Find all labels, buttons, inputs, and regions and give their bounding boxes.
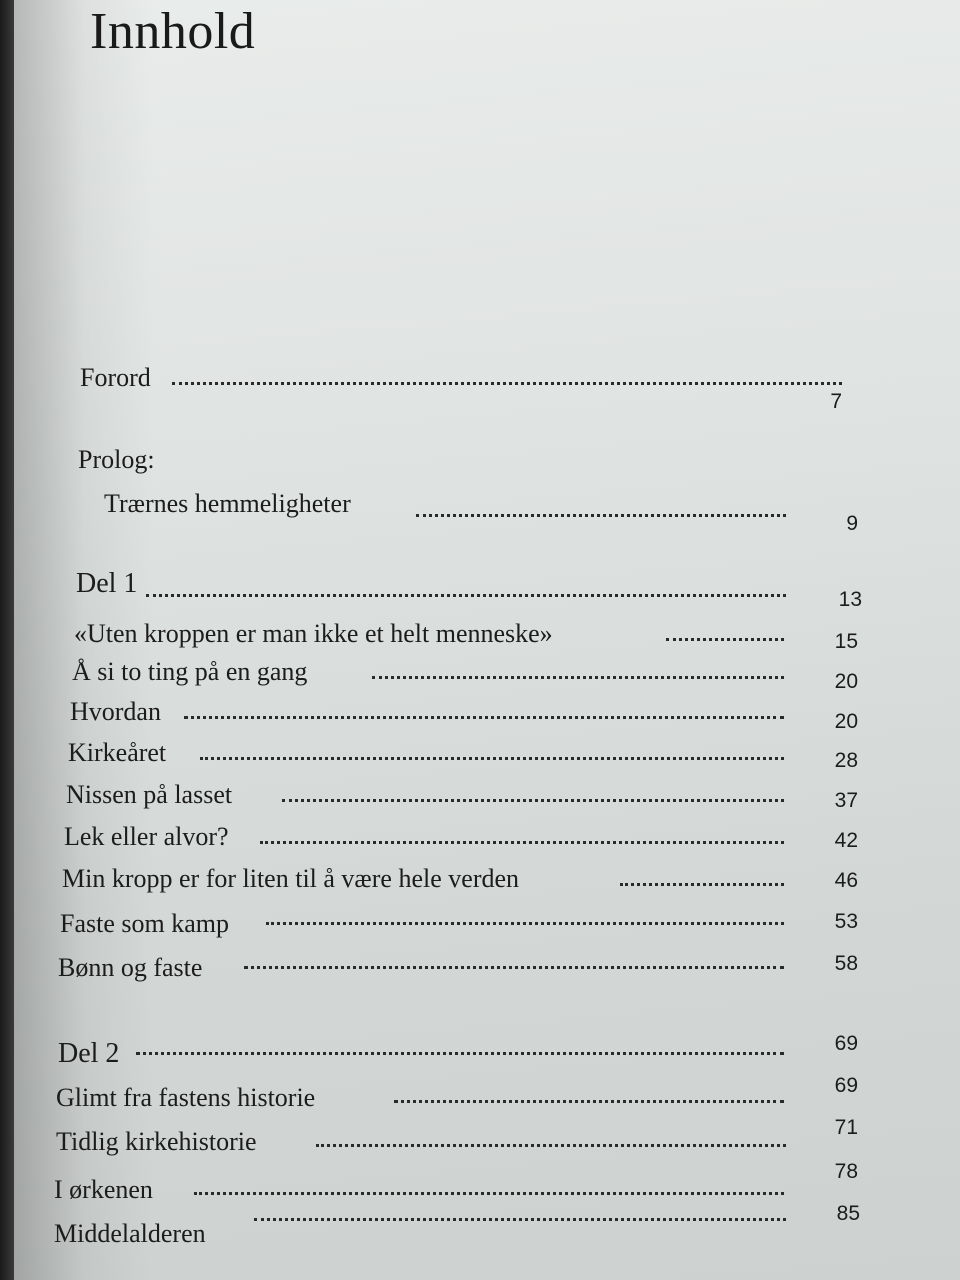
toc-entry-page: 28 xyxy=(834,749,858,772)
dot-leader xyxy=(260,837,784,844)
dot-leader xyxy=(184,712,784,719)
toc-entry-del2 xyxy=(58,1034,858,1074)
dot-leader xyxy=(394,1096,784,1103)
toc-entry-page: 20 xyxy=(834,670,858,693)
toc-entry-label: Min kropp er for liten til å være hele verden xyxy=(62,864,520,893)
toc-entry xyxy=(54,1202,860,1254)
dot-leader xyxy=(666,634,784,641)
toc-entry xyxy=(58,948,858,988)
toc-entry-page: 42 xyxy=(834,829,858,852)
toc-entry xyxy=(68,733,868,773)
toc-entry-page: 46 xyxy=(834,869,858,892)
toc-entry xyxy=(66,775,866,815)
toc-entry-prolog xyxy=(78,440,868,480)
dot-leader xyxy=(416,510,786,517)
toc-entry xyxy=(56,1116,858,1162)
toc-entry-label: Del 1 xyxy=(76,568,138,599)
toc-entry xyxy=(70,692,870,732)
toc-entry xyxy=(60,904,860,944)
toc-entry-label: Del 2 xyxy=(58,1038,120,1069)
toc-entry-page: 20 xyxy=(834,710,858,733)
toc-entry-page: 69 xyxy=(834,1032,858,1055)
toc-entry-label: Prolog: xyxy=(78,445,155,474)
dot-leader xyxy=(372,672,784,679)
toc-entry xyxy=(54,1160,858,1210)
dot-leader xyxy=(194,1188,784,1195)
toc-entry xyxy=(74,614,874,654)
toc-entry-label: Nissen på lasset xyxy=(66,780,233,809)
toc-entry xyxy=(56,1074,858,1118)
toc-entry-page: 13 xyxy=(838,588,862,611)
toc-entry-label: Glimt fra fastens historie xyxy=(56,1083,316,1112)
toc-entry-label: Lek eller alvor? xyxy=(64,822,229,851)
toc-entry-page: 9 xyxy=(846,512,858,535)
toc-entry-del1 xyxy=(76,564,876,611)
dot-leader xyxy=(200,753,784,760)
dot-leader xyxy=(266,918,784,925)
toc-entry-label: I ørkenen xyxy=(54,1175,153,1204)
toc-entry-label: Middelalderen xyxy=(54,1219,206,1248)
dot-leader xyxy=(146,590,786,597)
toc-entry-page: 69 xyxy=(834,1074,858,1097)
toc-entry-label: Å si to ting på en gang xyxy=(72,657,308,686)
dot-leader xyxy=(282,795,784,802)
book-page xyxy=(14,0,960,1280)
toc-entry-label: Bønn og faste xyxy=(58,953,203,982)
toc-entry-label: Trærnes hemmeligheter xyxy=(104,489,351,518)
toc-entry-traernes xyxy=(104,484,874,535)
toc-entry-label: Tidlig kirkehistorie xyxy=(56,1127,257,1156)
dot-leader xyxy=(244,962,784,969)
dot-leader xyxy=(172,378,842,385)
dot-leader xyxy=(620,879,784,886)
toc-entry-page: 85 xyxy=(836,1202,860,1225)
toc-entry-label: Hvordan xyxy=(70,697,161,726)
toc-entry-page: 15 xyxy=(834,630,858,653)
toc-entry xyxy=(64,817,864,857)
toc-entry-page: 78 xyxy=(834,1160,858,1183)
dot-leader xyxy=(316,1140,786,1147)
toc-entry-page: 7 xyxy=(830,390,842,413)
toc-entry-forord xyxy=(80,358,870,413)
toc-entry-page: 58 xyxy=(834,952,858,975)
toc-entry-label: Kirkeåret xyxy=(68,738,167,767)
toc-entry-label: «Uten kroppen er man ikke et helt menneske» xyxy=(74,619,553,648)
book-spine-edge xyxy=(0,0,14,1280)
toc-entry-page: 71 xyxy=(834,1116,858,1139)
toc-entry-label: Faste som kamp xyxy=(60,909,229,938)
page-title: Innhold xyxy=(90,3,256,60)
toc-entry-page: 53 xyxy=(834,910,858,933)
toc-entry xyxy=(72,652,872,692)
toc-entry-label: Forord xyxy=(80,363,151,392)
table-of-contents xyxy=(14,0,960,1280)
toc-entry-page: 37 xyxy=(834,789,858,812)
dot-leader xyxy=(136,1048,784,1055)
dot-leader xyxy=(254,1214,786,1221)
toc-entry xyxy=(62,859,862,899)
